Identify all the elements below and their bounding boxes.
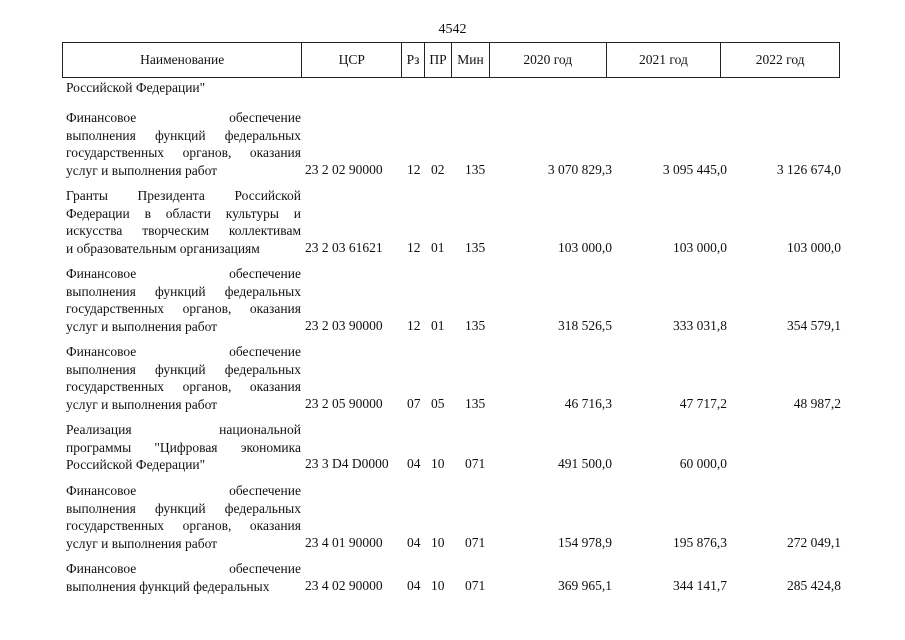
row-name-line: выполнения функций федеральных bbox=[66, 361, 301, 377]
header-2021: 2021 год bbox=[607, 43, 722, 77]
row-name bbox=[66, 560, 301, 595]
row-2021: 195 876,3 bbox=[673, 534, 727, 550]
row-name-line: государственных органов, оказания bbox=[66, 518, 301, 533]
row-2021: 60 000,0 bbox=[679, 456, 727, 471]
row-csr: 23 2 05 90000 bbox=[305, 395, 383, 411]
row-rz: 12 bbox=[407, 161, 421, 177]
row-2021: 333 031,8 bbox=[673, 317, 727, 333]
row-rz: 12 bbox=[407, 317, 421, 333]
row-pr: 02 bbox=[431, 161, 445, 177]
row-name bbox=[66, 421, 301, 474]
row-pr: 10 bbox=[431, 534, 445, 550]
row-name-line: Гранты Президента Российской bbox=[66, 188, 301, 203]
row-name-line: искусства творческим коллективам bbox=[66, 223, 301, 238]
table-header bbox=[62, 42, 840, 78]
row-name-line: выполнения функций федеральных bbox=[66, 127, 301, 143]
row-rz: 04 bbox=[407, 534, 421, 550]
row-pr: 10 bbox=[431, 577, 445, 593]
row-2022: 3 126 674,0 bbox=[776, 161, 841, 177]
row-min: 135 bbox=[465, 239, 486, 255]
row-rz: 12 bbox=[407, 239, 421, 255]
row-pr: 05 bbox=[431, 395, 445, 411]
header-name: Наименование bbox=[63, 43, 302, 77]
row-name-line: услуг и выполнения работ bbox=[66, 162, 218, 178]
header-2022: 2022 год bbox=[755, 52, 805, 67]
row-2022: 272 049,1 bbox=[787, 534, 841, 550]
row-2020: 318 526,5 bbox=[558, 317, 612, 333]
row-2022: 354 579,1 bbox=[787, 317, 841, 333]
header-rz: Рз bbox=[402, 43, 425, 77]
row-csr: 23 4 01 90000 bbox=[305, 534, 383, 550]
row-name-line: услуг и выполнения работ bbox=[66, 396, 218, 412]
row-min: 071 bbox=[465, 534, 486, 550]
row-pr: 10 bbox=[431, 456, 445, 471]
row-2021: 3 095 445,0 bbox=[662, 161, 727, 177]
row-min: 071 bbox=[465, 456, 486, 471]
row-rz: 04 bbox=[407, 456, 421, 471]
row-name-line: Финансовое обеспечение bbox=[66, 266, 301, 281]
row-2022: 285 424,8 bbox=[787, 577, 841, 593]
row-2020: 3 070 829,3 bbox=[547, 161, 612, 177]
row-name bbox=[66, 482, 301, 552]
row-name-line: выполнения функций федеральных bbox=[66, 500, 301, 516]
page-number: 4542 bbox=[438, 22, 467, 37]
row-2022: 48 987,2 bbox=[793, 395, 841, 411]
header-pr: ПР bbox=[425, 43, 452, 77]
row-2021: 103 000,0 bbox=[673, 239, 727, 255]
row-name bbox=[66, 187, 301, 257]
row-2021: 344 141,7 bbox=[673, 577, 727, 593]
row-name-line: услуг и выполнения работ bbox=[66, 318, 218, 334]
row-name bbox=[66, 109, 301, 179]
row-rz: 04 bbox=[407, 577, 421, 593]
row-pr: 01 bbox=[431, 317, 445, 333]
header-2020: 2020 год bbox=[490, 43, 607, 77]
row-name-line: Финансовое обеспечение bbox=[66, 483, 301, 498]
row-rz: 07 bbox=[407, 395, 421, 411]
row-name-line: государственных органов, оказания bbox=[66, 301, 301, 316]
row-min: 135 bbox=[465, 161, 486, 177]
row-2020: 154 978,9 bbox=[558, 534, 612, 550]
row-min: 135 bbox=[465, 317, 486, 333]
row-name-line: выполнения функций федеральных bbox=[66, 283, 301, 299]
row-csr: 23 2 03 61621 bbox=[305, 239, 383, 255]
row-name-line: Российской Федерации" bbox=[66, 457, 206, 472]
row-name-line: услуг и выполнения работ bbox=[66, 535, 218, 551]
row-2020: 103 000,0 bbox=[558, 239, 612, 255]
row-2020: 369 965,1 bbox=[558, 577, 612, 593]
row-name bbox=[66, 265, 301, 335]
row-2021: 47 717,2 bbox=[679, 395, 727, 411]
row-name-line: выполнения функций федеральных bbox=[66, 578, 270, 594]
row-csr: 23 2 02 90000 bbox=[305, 161, 383, 177]
continuation-text: Российской Федерации" bbox=[66, 80, 206, 95]
row-name-line: государственных органов, оказания bbox=[66, 379, 301, 394]
row-2020: 491 500,0 bbox=[558, 456, 612, 471]
row-name-line: Федерации в области культуры и bbox=[66, 205, 301, 221]
row-min: 135 bbox=[465, 395, 486, 411]
row-name-line: Реализация национальной bbox=[66, 422, 301, 437]
row-name bbox=[66, 343, 301, 413]
row-name-line: и образовательным организациям bbox=[66, 240, 260, 256]
row-csr: 23 4 02 90000 bbox=[305, 577, 383, 593]
row-pr: 01 bbox=[431, 239, 445, 255]
row-2022: 103 000,0 bbox=[787, 239, 841, 255]
row-min: 071 bbox=[465, 577, 486, 593]
row-csr: 23 2 03 90000 bbox=[305, 317, 383, 333]
row-name-line: Финансовое обеспечение bbox=[66, 561, 301, 576]
row-name-line: Финансовое обеспечение bbox=[66, 344, 301, 359]
row-name-line: Финансовое обеспечение bbox=[66, 110, 301, 125]
row-name-line: программы "Цифровая экономика bbox=[66, 439, 301, 455]
header-min: Мин bbox=[452, 43, 490, 77]
header-csr: ЦСР bbox=[302, 43, 402, 77]
row-2020: 46 716,3 bbox=[564, 395, 612, 411]
row-csr: 23 3 D4 D0000 bbox=[305, 456, 389, 471]
row-name-line: государственных органов, оказания bbox=[66, 145, 301, 160]
